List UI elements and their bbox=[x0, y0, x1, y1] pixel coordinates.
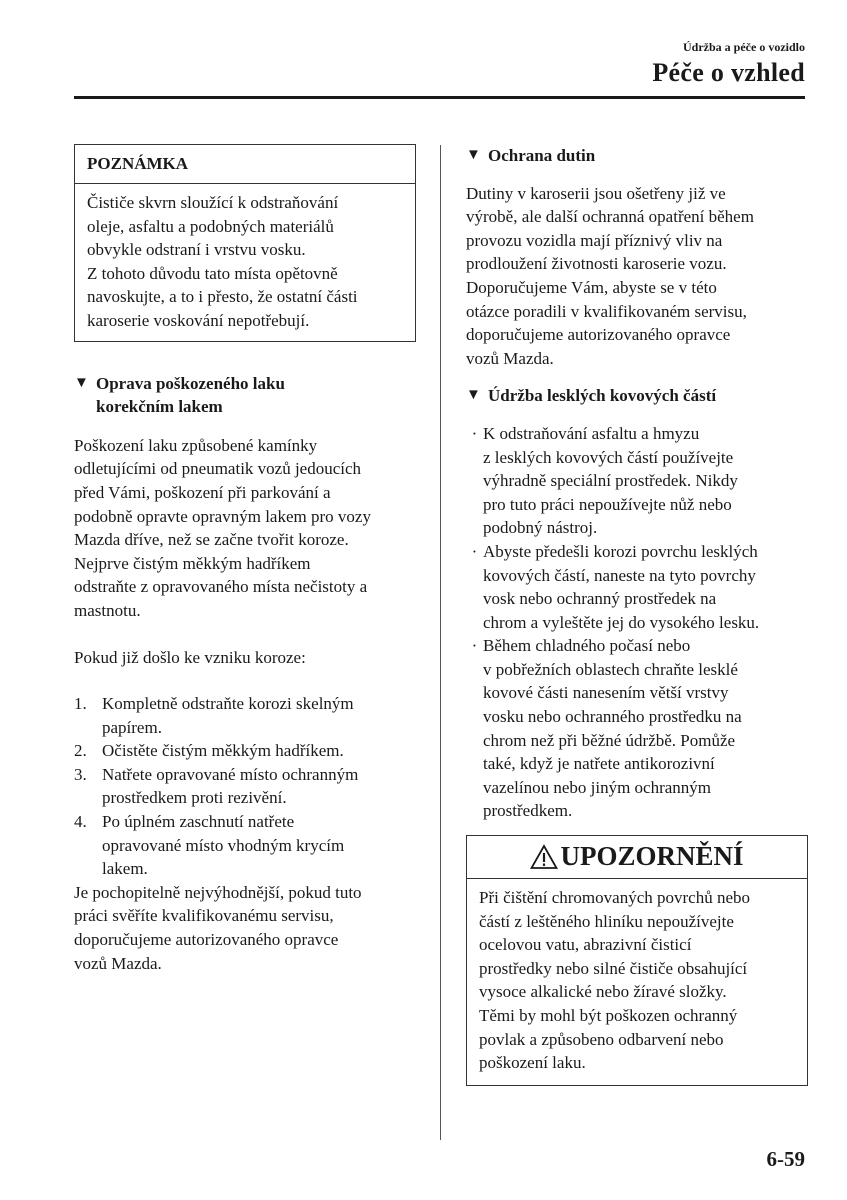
bullet-line: Během chladného počasí nebo bbox=[483, 636, 691, 656]
text-line: vozů Mazda. bbox=[74, 953, 162, 973]
text-line: podobně opravte opravným lakem pro vozy bbox=[74, 506, 371, 526]
bullet-line: chrom než při běžné údržbě. Pomůže bbox=[483, 730, 736, 750]
triangle-marker-icon: ▼ bbox=[466, 147, 481, 163]
caution-box bbox=[466, 835, 808, 1086]
bullet-line: prostředkem. bbox=[483, 801, 573, 821]
note-title: POZNÁMKA bbox=[75, 145, 415, 184]
metal-parts-list bbox=[466, 422, 808, 823]
list-item bbox=[74, 763, 416, 810]
caution-line: poškození laku. bbox=[479, 1053, 586, 1073]
step-line: opravované místo vhodným krycím bbox=[102, 835, 345, 855]
caution-header bbox=[467, 836, 807, 879]
text-line: Doporučujeme Vám, abyste se v této bbox=[466, 277, 717, 297]
bullet-line: v pobřežních oblastech chraňte lesklé bbox=[483, 659, 738, 679]
text-line: práci svěříte kvalifikovanému servisu, bbox=[74, 906, 334, 926]
heading-line: Oprava poškozeného laku bbox=[96, 373, 285, 393]
caution-line: ocelovou vatu, abrazivní čisticí bbox=[479, 935, 692, 955]
bullet-line: pro tuto práci nepoužívejte nůž nebo bbox=[483, 494, 732, 514]
warning-triangle-icon bbox=[530, 844, 558, 870]
step-line: Kompletně odstraňte korozi skelným bbox=[102, 694, 354, 714]
heading-line: korekčním lakem bbox=[96, 397, 223, 417]
header-section-label: Údržba a péče o vozidlo bbox=[683, 40, 805, 54]
paint-repair-heading bbox=[74, 372, 416, 419]
note-line: Z tohoto důvodu tato místa opětovně bbox=[87, 263, 338, 283]
text-line: doporučujeme autorizovaného opravce bbox=[74, 930, 339, 950]
bullet-line: chrom a vyleštěte jej do vysokého lesku. bbox=[483, 612, 760, 632]
step-line: Po úplném zaschnutí natřete bbox=[102, 812, 295, 832]
text-line: odletujícími od pneumatik vozů jedoucích bbox=[74, 459, 362, 479]
text-line: před Vámi, poškození při parkování a bbox=[74, 482, 331, 502]
note-line: karoserie voskování nepotřebují. bbox=[87, 310, 310, 330]
step-line: prostředkem proti rezivění. bbox=[102, 788, 287, 808]
caution-line: Těmi by mohl být poškozen ochranný bbox=[479, 1006, 738, 1025]
bullet-line: vazelínou nebo jiným ochranným bbox=[483, 777, 712, 797]
paint-repair-intro bbox=[74, 434, 416, 623]
column-divider bbox=[440, 145, 441, 1140]
caution-line: Při čištění chromovaných povrchů nebo bbox=[479, 888, 750, 908]
text-line: Mazda dříve, než se začne tvořit koroze. bbox=[74, 530, 349, 550]
heading-text: Údržba lesklých kovových částí bbox=[488, 386, 717, 406]
triangle-marker-icon: ▼ bbox=[74, 374, 89, 391]
bullet-line: K odstraňování asfaltu a hmyzu bbox=[483, 423, 700, 443]
bullet-line: podobný nástroj. bbox=[483, 518, 598, 538]
step-line: papírem. bbox=[102, 717, 162, 737]
caution-line: povlak a způsobeno odbarvení nebo bbox=[479, 1029, 724, 1049]
note-line: oleje, asfaltu a podobných materiálů bbox=[87, 216, 334, 236]
text-line: vozů Mazda. bbox=[466, 348, 554, 368]
step-number: 4. bbox=[74, 812, 87, 832]
bullet-line: vosk nebo ochranný prostředek na bbox=[483, 589, 717, 609]
header-rule bbox=[74, 96, 805, 99]
step-number: 1. bbox=[74, 694, 87, 714]
text-line: Nejprve čistým měkkým hadříkem bbox=[74, 553, 311, 573]
text-line: provozu vozidla mají příznivý vliv na bbox=[466, 230, 723, 250]
bullet-dot-icon: · bbox=[471, 423, 478, 443]
text-line: Dutiny v karoserii jsou ošetřeny již ve bbox=[466, 183, 726, 203]
text-line: prodloužení životnosti karoserie vozu. bbox=[466, 254, 727, 274]
bullet-line: z lesklých kovových částí používejte bbox=[483, 447, 734, 467]
left-column bbox=[74, 144, 416, 975]
bullet-line: kovové části nanesením větší vrstvy bbox=[483, 683, 729, 703]
list-item bbox=[74, 810, 416, 881]
cavity-heading bbox=[466, 144, 808, 168]
heading-text: Ochrana dutin bbox=[488, 146, 596, 165]
corrosion-intro: Pokud již došlo ke vzniku koroze: bbox=[74, 647, 306, 667]
cavity-text bbox=[466, 182, 808, 371]
caution-title: UPOZORNĚNÍ bbox=[560, 841, 744, 872]
right-column bbox=[466, 144, 808, 1086]
text-line: otázce poradili v kvalifikovaném servisu, bbox=[466, 301, 747, 321]
list-item bbox=[74, 739, 416, 763]
bullet-dot-icon: · bbox=[471, 636, 478, 656]
bullet-line: vosku nebo ochranného prostředku na bbox=[483, 707, 742, 727]
bullet-line: výhradně speciální prostředek. Nikdy bbox=[483, 471, 738, 491]
caution-line: částí z leštěného hliníku nepoužívejte bbox=[479, 911, 734, 931]
text-line: Je pochopitelně nejvýhodnější, pokud tuto bbox=[74, 882, 362, 902]
bullet-line: kovových částí, naneste na tyto povrchy bbox=[483, 565, 756, 585]
bullet-line: Abyste předešli korozi povrchu lesklých bbox=[483, 541, 758, 561]
caution-line: prostředky nebo silné čističe obsahující bbox=[479, 958, 748, 978]
step-line: Očistěte čistým měkkým hadříkem. bbox=[102, 741, 344, 761]
corrosion-steps-list bbox=[74, 692, 416, 881]
list-item bbox=[466, 540, 808, 634]
triangle-marker-icon: ▼ bbox=[466, 387, 481, 404]
text-line: výrobě, ale další ochranná opatření během bbox=[466, 207, 754, 227]
note-line: obvykle odstraní i vrstvu vosku. bbox=[87, 240, 306, 260]
note-line: navoskujte, a to i přesto, že ostatní části bbox=[87, 287, 358, 307]
bullet-dot-icon: · bbox=[471, 541, 478, 561]
step-line: Natřete opravované místo ochranným bbox=[102, 764, 359, 784]
step-line: lakem. bbox=[102, 859, 148, 879]
text-line: odstraňte z opravovaného místa nečistoty a bbox=[74, 577, 368, 597]
caution-body bbox=[467, 879, 807, 1085]
note-box bbox=[74, 144, 416, 342]
step-number: 2. bbox=[74, 741, 87, 761]
page-number: 6-59 bbox=[766, 1147, 805, 1171]
list-item bbox=[466, 634, 808, 823]
caution-line: vysoce alkalické nebo žíravé složky. bbox=[479, 982, 727, 1002]
paint-repair-closing bbox=[74, 881, 416, 975]
note-body bbox=[75, 184, 415, 341]
list-item bbox=[466, 422, 808, 540]
note-line: Čističe skvrn sloužící k odstraňování bbox=[87, 193, 339, 212]
text-line: Poškození laku způsobené kamínky bbox=[74, 435, 318, 455]
step-number: 3. bbox=[74, 764, 87, 784]
page-title: Péče o vzhled bbox=[652, 58, 805, 87]
bullet-line: také, když je natřete antikorozivní bbox=[483, 754, 715, 774]
list-item bbox=[74, 692, 416, 739]
metal-parts-heading bbox=[466, 384, 808, 408]
text-line: mastnotu. bbox=[74, 600, 141, 620]
text-line: doporučujeme autorizovaného opravce bbox=[466, 325, 731, 345]
